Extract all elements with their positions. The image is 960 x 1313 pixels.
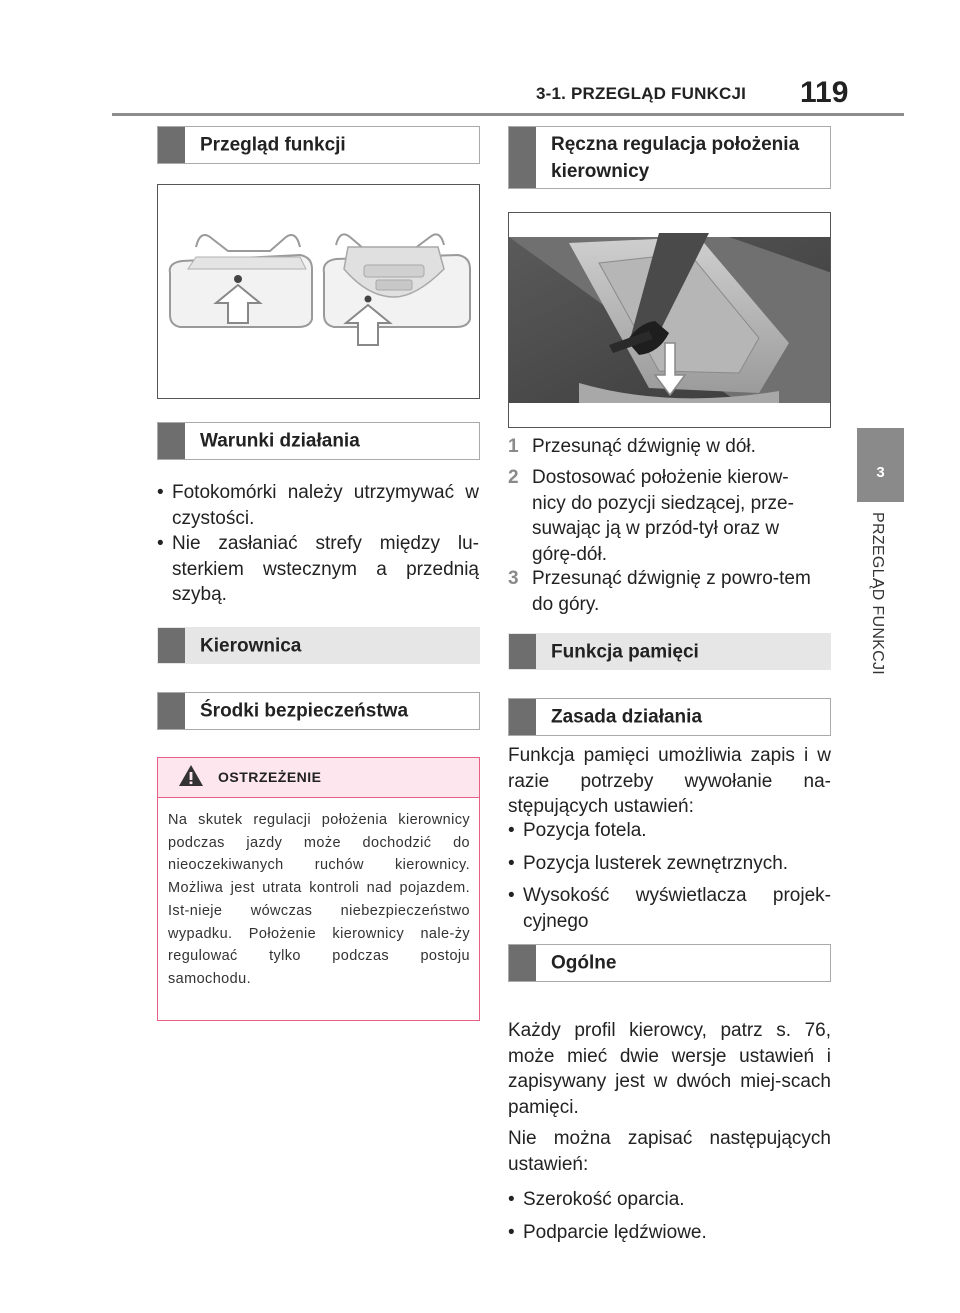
warning-box: [157, 757, 480, 1021]
list-item: • Szerokość oparcia.: [508, 1187, 831, 1213]
bullet-mark: •: [508, 885, 515, 906]
section-steering-heading: Kierownica: [200, 635, 302, 656]
page-number: 119: [800, 76, 849, 109]
warning-triangle-icon: [177, 762, 205, 790]
section-general-heading: Ogólne: [551, 952, 617, 974]
section-general: [508, 944, 831, 982]
section-steering: [157, 627, 480, 664]
running-header-title: 3-1. PRZEGLĄD FUNKCJI: [536, 84, 747, 103]
section-bar: [509, 634, 536, 669]
section-memory: [508, 633, 831, 670]
section-manual-adjustment: [508, 126, 831, 189]
section-safety: [157, 692, 480, 730]
warning-title: OSTRZEŻENIE: [218, 769, 322, 785]
section-principle-heading: Zasada działania: [551, 706, 703, 728]
list-item: • Wysokość wyświetlacza projek-cyjnego: [508, 885, 831, 932]
section-conditions: [157, 422, 480, 460]
section-bar: [158, 423, 185, 459]
list-item: • Pozycja lusterek zewnętrznych.: [508, 851, 831, 877]
section-bar: [509, 945, 536, 981]
section-bar: [509, 699, 536, 735]
section-conditions-heading: Warunki działania: [200, 430, 360, 452]
steering-column-lever-image: [509, 213, 831, 428]
step-item: 3 Przesunąć dźwignię z powro-tem do góry.: [508, 568, 811, 615]
mirror-illustration: [157, 184, 480, 399]
list-item: • Podparcie lędźwiowe.: [508, 1220, 831, 1246]
principle-paragraph: Funkcja pamięci umożliwia zapis i w razie potrzeby wywołanie na-stępujących ustawień:: [508, 745, 831, 817]
section-principle: [508, 698, 831, 736]
bullet-mark: •: [508, 1189, 515, 1210]
warning-body: Na skutek regulacji położenia kierownicy podczas jazdy może dochodzić do nieoczekiwanych ruchów kierownicy. Możliwa jest utrata kontroli nad pojazdem. Ist-nieje wówczas niebezpieczeństwo wypadku. Położenie kierownicy nale-ży regulować tylko podczas postoju samochodu.: [168, 812, 470, 987]
step-item: 2 Dostosować położenie kierow-nicy do pozycji siedzącej, prze-suwając ją w przód-tył oraz w górę-dół.: [508, 467, 794, 565]
step-number: 3: [508, 568, 519, 589]
section-bar: [158, 127, 185, 163]
section-overview: [157, 126, 480, 164]
section-safety-heading: Środki bezpieczeństwa: [200, 700, 409, 722]
steering-lever-photo: [508, 212, 831, 428]
not-saved-paragraph: Nie można zapisać następujących ustawień:: [508, 1128, 831, 1175]
chapter-side-label: PRZEGLĄD FUNKCJI: [869, 512, 886, 676]
bullet-mark: •: [508, 853, 515, 874]
section-memory-heading: Funkcja pamięci: [551, 641, 699, 662]
chapter-tab: 3: [857, 428, 904, 502]
warning-header: [158, 758, 479, 798]
section-bar: [158, 693, 185, 729]
list-item: • Fotokomórki należy utrzymywać w czystości.: [157, 482, 479, 529]
section-overview-heading: Przegląd funkcji: [200, 134, 346, 156]
bullet-mark: •: [157, 533, 164, 554]
bullet-mark: •: [157, 482, 164, 503]
section-bar: [509, 127, 536, 188]
general-paragraph: Każdy profil kierowcy, patrz s. 76, może mieć dwie wersje ustawień i zapisywany jest w dwóch miej-scach pamięci.: [508, 1020, 831, 1118]
bullet-mark: •: [508, 820, 515, 841]
step-number: 2: [508, 467, 519, 488]
step-item: 1 Przesunąć dźwignię w dół.: [508, 434, 831, 460]
step-number: 1: [508, 436, 519, 457]
section-bar: [158, 628, 185, 663]
header-rule: [112, 113, 904, 116]
rear-view-mirror-drawing: [158, 185, 480, 399]
list-item: • Nie zasłaniać strefy między lu-sterkiem wstecznym a przednią szybą.: [157, 533, 479, 605]
section-manual-heading: Ręczna regulacja położenia kierownicy: [551, 133, 800, 182]
bullet-mark: •: [508, 1222, 515, 1243]
list-item: • Pozycja fotela.: [508, 818, 831, 844]
